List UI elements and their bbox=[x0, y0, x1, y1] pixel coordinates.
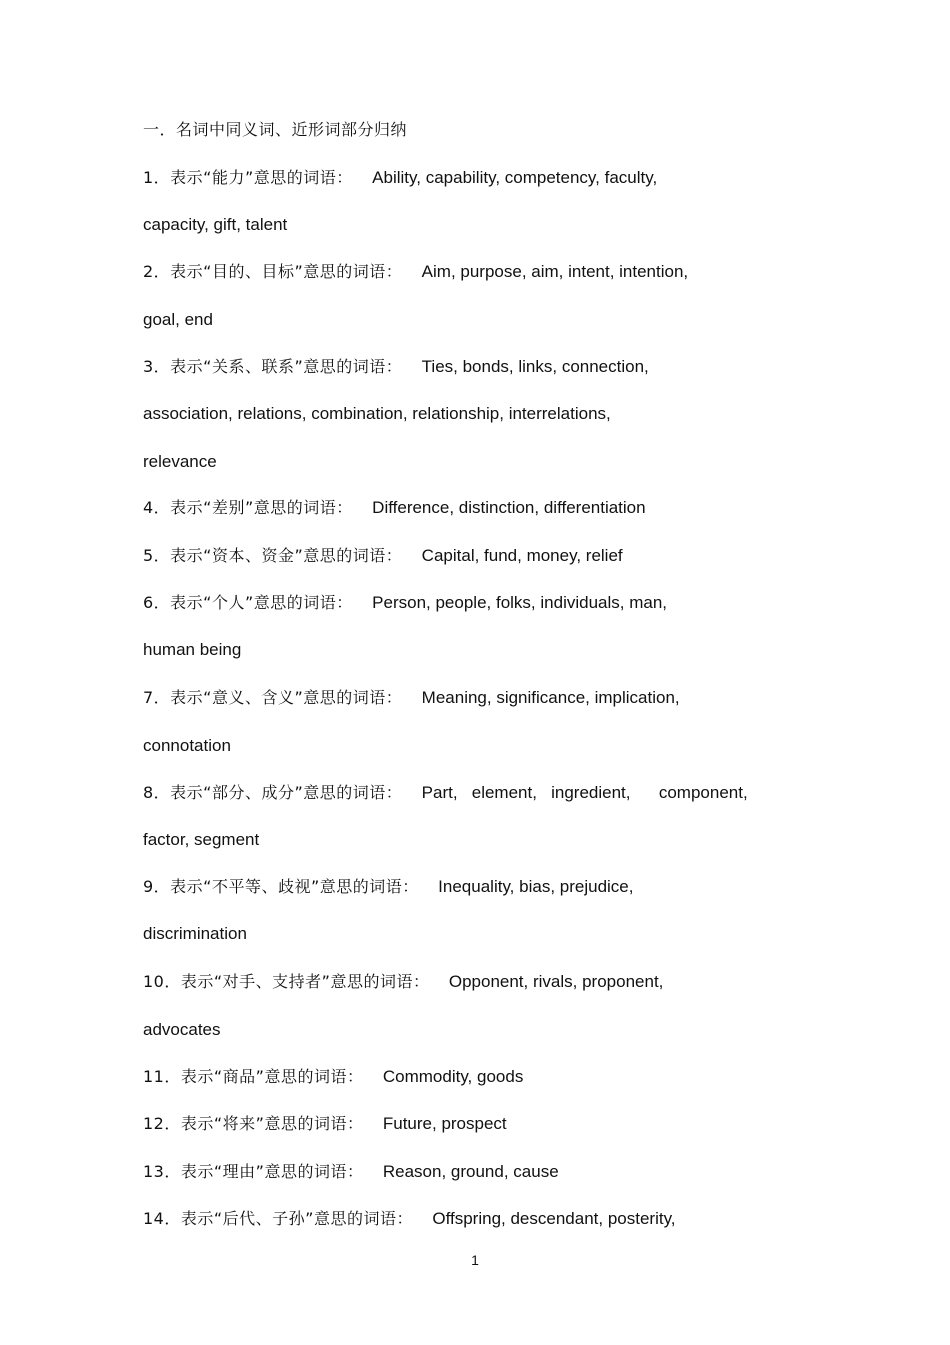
item-label: 14．表示“后代、子孙”意思的词语： bbox=[143, 1209, 413, 1228]
item-continuation: capacity, gift, talent bbox=[143, 215, 288, 234]
list-item bbox=[143, 1066, 523, 1088]
item-label: 10．表示“对手、支持者”意思的词语： bbox=[143, 972, 430, 991]
page-number: 1 bbox=[471, 1252, 479, 1268]
item-continuation: relevance bbox=[143, 452, 217, 471]
item-words: Reason, ground, cause bbox=[382, 1162, 559, 1181]
item-label: 5．表示“资本、资金”意思的词语： bbox=[143, 546, 403, 565]
list-item bbox=[143, 687, 680, 709]
item-words: Capital, fund, money, relief bbox=[421, 546, 623, 565]
list-item bbox=[143, 1161, 559, 1183]
list-item bbox=[143, 167, 657, 189]
list-item bbox=[143, 592, 667, 614]
item-continuation: human being bbox=[143, 640, 242, 659]
item-words: Future, prospect bbox=[382, 1114, 507, 1133]
item-continuation: connotation bbox=[143, 736, 231, 755]
list-item bbox=[143, 1208, 676, 1230]
item-label: 13．表示“理由”意思的词语： bbox=[143, 1162, 364, 1181]
list-item bbox=[143, 782, 748, 804]
item-label: 3．表示“关系、联系”意思的词语： bbox=[143, 357, 403, 376]
item-words: Person, people, folks, individuals, man, bbox=[372, 593, 667, 612]
list-item bbox=[143, 545, 623, 567]
section-heading: 一．名词中同义词、近形词部分归纳 bbox=[143, 120, 408, 139]
list-item bbox=[143, 356, 649, 378]
item-label: 7．表示“意义、含义”意思的词语： bbox=[143, 688, 403, 707]
item-words: Opponent, rivals, proponent, bbox=[448, 972, 664, 991]
item-words: Ties, bonds, links, connection, bbox=[421, 357, 649, 376]
item-label: 6．表示“个人”意思的词语： bbox=[143, 593, 353, 612]
item-continuation: goal, end bbox=[143, 310, 213, 329]
item-label: 11．表示“商品”意思的词语： bbox=[143, 1067, 364, 1086]
item-words: Aim, purpose, aim, intent, intention, bbox=[421, 262, 689, 281]
item-words: Difference, distinction, differentiation bbox=[372, 498, 646, 517]
item-label: 2．表示“目的、目标”意思的词语： bbox=[143, 262, 403, 281]
item-label: 9．表示“不平等、歧视”意思的词语： bbox=[143, 877, 419, 896]
item-words: Commodity, goods bbox=[382, 1067, 524, 1086]
item-label: 12．表示“将来”意思的词语： bbox=[143, 1114, 364, 1133]
item-words: Inequality, bias, prejudice, bbox=[438, 877, 634, 896]
item-words: Meaning, significance, implication, bbox=[421, 688, 680, 707]
item-words: Ability, capability, competency, faculty, bbox=[372, 168, 658, 187]
item-continuation: association, relations, combination, relationship, interrelations, bbox=[143, 404, 611, 423]
item-continuation: factor, segment bbox=[143, 830, 260, 849]
list-item bbox=[143, 261, 688, 283]
item-label: 8．表示“部分、成分”意思的词语： bbox=[143, 783, 403, 802]
list-item bbox=[143, 876, 633, 898]
item-words: Offspring, descendant, posterity, bbox=[432, 1209, 676, 1228]
item-continuation: advocates bbox=[143, 1020, 221, 1039]
list-item bbox=[143, 971, 663, 993]
item-label: 4．表示“差别”意思的词语： bbox=[143, 498, 353, 517]
list-item bbox=[143, 497, 646, 519]
item-words: Part, element, ingredient, component, bbox=[421, 783, 748, 802]
item-label: 1．表示“能力”意思的词语： bbox=[143, 168, 353, 187]
list-item bbox=[143, 1113, 507, 1135]
item-continuation: discrimination bbox=[143, 924, 247, 943]
